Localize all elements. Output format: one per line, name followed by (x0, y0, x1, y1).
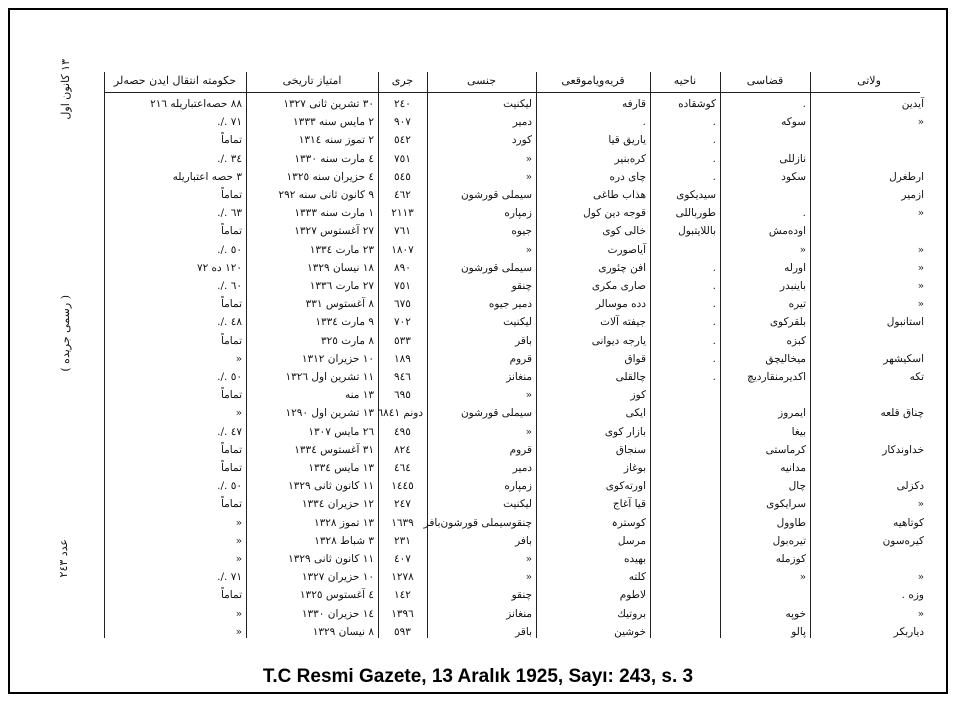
cell-vilayet: « (917, 298, 924, 311)
cell-kaza: . (802, 207, 806, 220)
cell-hisse: « (235, 625, 242, 638)
cell-hicri: ١٨٠٧ (391, 243, 414, 256)
cell-hisse: ٧١ ./. (217, 116, 242, 129)
cell-hicri: ٥٩٣ (394, 625, 411, 638)
cell-cins: جیوه (511, 225, 532, 238)
cell-nahiye: طورباللی (675, 207, 716, 220)
cell-nahiye (654, 405, 716, 422)
cell-nahiye (654, 424, 716, 441)
cell-karye: یارجه دیوانی (591, 334, 646, 347)
cell-hicri: ٤٩٥ (394, 425, 411, 438)
cell-karye: مرسل (617, 534, 646, 547)
header-kazasi: قضاسی (746, 74, 784, 87)
cell-cins: بافر (515, 534, 532, 547)
header-karye: قریه‌ویاموقعی (561, 74, 625, 87)
cell-karye: قیا آغاج (612, 498, 646, 511)
cell-nahiye (654, 460, 716, 477)
header-vilayeti: ولاتی (857, 74, 881, 87)
header-nahiye: ناحیه (673, 74, 697, 87)
cell-tarih: ٣٠ تشرین ثانی ١٣٢٧ (283, 98, 374, 110)
cell-kaza: سرایکوی (766, 498, 806, 511)
cell-hisse: ٨٨ حصه‌اعتباریله ٢١٦ (150, 98, 242, 110)
cell-kaza: سوکه (781, 116, 806, 129)
cell-hicri: ٧٥١ (394, 152, 411, 165)
cell-kaza: کوزمله (775, 553, 806, 565)
cell-vilayet: دیاربکر (893, 625, 924, 638)
cell-tarih: ١١ کانون ثانی ١٣٢٩ (288, 480, 374, 493)
cell-kaza (724, 132, 806, 149)
cell-hicri: ٥٤٢ (394, 134, 411, 147)
cell-hicri: ٤٦٢ (394, 189, 411, 201)
cell-kaza: کرماستی (765, 443, 806, 456)
cell-hisse: ٤٧ ./. (217, 425, 242, 438)
cell-nahiye (654, 496, 716, 513)
cell-kaza: تیره (788, 298, 806, 311)
cell-hisse: تماماً (220, 589, 242, 602)
cell-hisse: تماماً (220, 334, 242, 347)
cell-vilayet: آیدین (901, 98, 924, 110)
cell-cins: باقر (515, 334, 532, 347)
cell-kaza: تیره‌بول (772, 534, 806, 547)
cell-vilayet: ازمیر (901, 189, 924, 201)
cell-hisse: تماماً (220, 462, 242, 474)
cell-karye: افن چئوری (598, 261, 646, 274)
cell-kaza: بلقرکوی (769, 316, 806, 329)
cell-vilayet: کیرەسون (882, 534, 924, 547)
cell-hisse: تماماً (220, 298, 242, 311)
cell-hicri: ٨٩٠ (394, 261, 411, 274)
cell-hisse: ٥٠ ./. (217, 243, 242, 256)
cell-cins: سیملی قورشون (460, 189, 532, 201)
cell-karye: اورته‌کوی (605, 480, 646, 493)
cell-cins: سیملی قورشون (460, 407, 532, 420)
cell-tarih: ١٨ نیسان ١٣٢٩ (307, 261, 374, 274)
cell-karye: لاطوم (619, 589, 646, 602)
cell-kaza: اکدیرمنقاردیچ (747, 371, 806, 383)
cell-karye: قوجه دین کول (583, 207, 646, 220)
cell-karye: بازار کوی (604, 425, 646, 438)
cell-kaza: « (799, 571, 806, 584)
cell-cins: دمیر (512, 116, 532, 129)
cell-karye: هذاب طاغی (593, 189, 646, 201)
cell-karye: یاریق قیا (608, 134, 646, 147)
cell-hicri: ٧٥١ (394, 280, 411, 292)
cell-tarih: ٣ شباط ١٣٢٨ (314, 534, 374, 547)
cell-tarih: ١ مارت سنه ١٣٣٣ (294, 207, 374, 220)
cell-hisse: ٧١ ./. (217, 571, 242, 584)
cell-hisse: « (235, 352, 242, 365)
cell-cins: « (525, 425, 532, 438)
document-frame (8, 8, 948, 694)
cell-vilayet: خداوندکار (882, 443, 924, 456)
cell-tarih: ٢٦ مایس ١٣٠٧ (308, 425, 374, 438)
cell-karye: کوز (630, 389, 646, 402)
cell-karye: بروتیك (617, 607, 646, 620)
cell-tarih: ٨ نیسان ١٣٢٩ (312, 625, 374, 638)
cell-cins: « (525, 170, 532, 183)
cell-hicri: ٧٦١ (394, 225, 411, 238)
cell-nahiye: . (712, 334, 716, 347)
cell-cins: لیکنیت (503, 98, 532, 110)
gazette-table-scan (40, 36, 930, 656)
cell-tarih: ٩ مارت ١٣٣٤ (315, 316, 374, 329)
cell-tarih: ٢٧ آغستوس ١٣٢٧ (294, 225, 374, 238)
cell-karye: بهیده (624, 553, 646, 565)
cell-cins: منغانز (506, 607, 532, 620)
cell-vilayet: دکزلی (896, 480, 924, 493)
cell-cins: سیملی قورشون (460, 261, 532, 274)
cell-cins: چنقو (511, 589, 532, 602)
cell-tarih: ٢٧ مارت ١٣٣٦ (309, 280, 374, 292)
cell-vilayet (814, 223, 924, 240)
cell-kaza: اودەمش (768, 225, 806, 238)
cell-hicri: ٥٤٥ (394, 170, 411, 183)
cell-cins: « (525, 571, 532, 584)
cell-hicri: ٦٧٥ (394, 298, 411, 311)
cell-nahiye (654, 551, 716, 568)
cell-hicri: ٨٢٤ (394, 443, 411, 456)
cell-hisse: ٣ حصه اعتباریله (172, 170, 242, 183)
cell-vilayet: « (917, 280, 924, 292)
header-hicri: جری (391, 74, 414, 87)
caption: T.C Resmi Gazete, 13 Aralık 1925, Sayı: 243, s. 3 (262, 666, 694, 687)
cell-hicri: ٤٠٧ (394, 553, 411, 565)
cell-vilayet (814, 460, 924, 477)
cell-cins: چنقو (511, 280, 532, 292)
cell-nahiye (654, 569, 716, 586)
cell-vilayet (814, 132, 924, 149)
cell-cins: « (525, 243, 532, 256)
cell-vilayet: « (917, 243, 924, 256)
cell-vilayet: « (917, 607, 924, 620)
cell-nahiye (654, 533, 716, 550)
cell-cins: چنقوسیملی قورشون‌بافر (423, 516, 532, 529)
cell-hicri: ٢٤٧ (394, 498, 411, 511)
cell-karye: سنجاق (615, 443, 646, 456)
cell-cins: باقر (515, 625, 532, 638)
cell-tarih: ٤ آغستوس ١٣٢٥ (299, 589, 374, 602)
cell-nahiye (654, 442, 716, 459)
cell-hicri: دونم ٦٨٤١ (377, 407, 423, 420)
cell-vilayet: « (917, 498, 924, 511)
cell-nahiye (654, 515, 716, 532)
cell-hisse: ٦٠ ./. (217, 280, 242, 292)
cell-vilayet: تکه (909, 371, 924, 383)
cell-tarih: ١١ تشرین اول ١٣٢٦ (285, 371, 374, 383)
cell-hicri: ٩٠٧ (394, 116, 411, 129)
cell-hisse: تماماً (220, 498, 242, 511)
cell-cins: « (525, 553, 532, 565)
cell-hicri: ١٨٩ (394, 352, 411, 365)
margin-date: ١٣ كانون اول (59, 59, 72, 120)
cell-tarih: ١٠ حزیران ١٣١٢ (301, 352, 374, 365)
cell-cins: لیکنیت (503, 316, 532, 329)
cell-hicri: ٩٤٦ (394, 371, 411, 383)
cell-cins: کورد (511, 134, 532, 147)
cell-tarih: ٨ آغستوس ٣٣١ (305, 298, 374, 311)
cell-kaza (724, 387, 806, 404)
cell-karye: قارفه (622, 98, 646, 110)
cell-kaza (724, 587, 806, 604)
cell-karye: صاری مکری (591, 280, 646, 292)
cell-vilayet (814, 424, 924, 441)
cell-tarih: ٢ تموز سنه ١٣١٤ (298, 134, 374, 147)
cell-nahiye: . (712, 261, 716, 274)
cell-kaza: باینبدر (780, 280, 806, 292)
cell-vilayet (814, 333, 924, 350)
cell-hisse: تماماً (220, 134, 242, 147)
cell-cins: دمیر جیوه (488, 298, 532, 311)
cell-hisse: تماماً (220, 389, 242, 402)
cell-hisse: ١٢٠ ده ٧٢ (196, 261, 242, 274)
cell-hisse: « (235, 607, 242, 620)
header-cinsi: جنسی (466, 74, 497, 87)
cell-cins: قروم (509, 352, 532, 365)
cell-kaza: چال (788, 480, 806, 493)
cell-kaza: سکود (781, 170, 806, 183)
cell-tarih: ١٣ تموز ١٣٢٨ (313, 516, 374, 529)
cell-hisse: تماماً (220, 189, 242, 201)
cell-hicri: ٢٤٠ (394, 98, 411, 110)
cell-vilayet: « (917, 116, 924, 129)
cell-cins: دمیر (512, 462, 532, 474)
cell-karye: قواق (624, 352, 646, 365)
cell-hicri: ٢٣١ (394, 534, 411, 547)
cell-hisse: ٤٨ ./. (217, 316, 242, 329)
cell-hicri: ٦٩٥ (394, 389, 411, 402)
cell-nahiye (654, 606, 716, 623)
cell-karye: بوغاز (623, 462, 646, 474)
cell-vilayet: « (917, 261, 924, 274)
cell-vilayet: استانبول (886, 316, 924, 329)
cell-hisse: ٥٠ ./. (217, 480, 242, 493)
cell-hicri: ٢١١٣ (391, 207, 414, 220)
cell-hisse: « (235, 407, 242, 420)
cell-kaza: خوپه (785, 607, 806, 620)
cell-tarih: ٢٣ مارت ١٣٣٤ (309, 243, 374, 256)
cell-nahiye (654, 624, 716, 641)
cell-hicri: ٥٣٣ (394, 334, 411, 347)
cell-hisse: تماماً (220, 225, 242, 238)
cell-vilayet (814, 551, 924, 568)
cell-vilayet: کوتاهیه (893, 516, 924, 529)
cell-hisse: تماماً (220, 443, 242, 456)
cell-hicri: ٧٠٢ (394, 316, 411, 329)
cell-vilayet: « (917, 571, 924, 584)
cell-kaza: نازللی (779, 152, 806, 165)
cell-nahiye: . (712, 170, 716, 183)
cell-nahiye: . (712, 316, 716, 329)
cell-cins: لیکنیت (503, 498, 532, 511)
cell-cins: قروم (509, 443, 532, 456)
cell-tarih: ٨ مارت ٣٢٥ (320, 334, 374, 347)
cell-karye: چای دره (609, 170, 646, 183)
cell-kaza: طاوول (776, 516, 806, 529)
cell-hisse: ٥٠ ./. (217, 371, 242, 383)
cell-karye: خوشین (614, 625, 646, 638)
cell-karye: کلته (628, 571, 646, 584)
cell-cins: منغانز (506, 371, 532, 383)
cell-hicri: ١٢٧٨ (391, 571, 414, 584)
cell-vilayet: اسکیشهر (883, 352, 924, 365)
cell-vilayet: وزه . (901, 589, 924, 602)
cell-nahiye (654, 242, 716, 259)
cell-kaza: میخالیچق (765, 352, 806, 365)
cell-nahiye: . (712, 280, 716, 292)
cell-kaza (724, 187, 806, 204)
cell-karye: کره‌بنیر (614, 152, 646, 165)
cell-tarih: ١٤ حزیران ١٣٣٠ (301, 607, 374, 620)
cell-nahiye: . (712, 298, 716, 311)
cell-hicri: ١٤٤٥ (391, 480, 414, 493)
cell-kaza: . (802, 98, 806, 110)
cell-tarih: ١١ کانون ثانی ١٣٢٩ (288, 553, 374, 565)
cell-hicri: ٤٦٤ (394, 462, 411, 474)
cell-tarih: ٤ حزیران سنه ١٣٢٥ (286, 170, 374, 183)
cell-hicri: ١٤٢ (394, 589, 411, 602)
cell-cins: « (525, 389, 532, 402)
cell-tarih: ٤ مارت سنه ١٣٣٠ (294, 152, 374, 165)
cell-tarih: ٩ کانون ثانی سنه ٢٩٢ (278, 189, 374, 201)
cell-vilayet (814, 151, 924, 168)
cell-tarih: ١٠ حزیران ١٣٢٧ (301, 571, 374, 584)
cell-tarih: ١٣ تشرین اول ١٢٩٠ (285, 407, 374, 420)
cell-karye: خالی کوی (602, 225, 646, 238)
cell-tarih: ١٣ مایس ١٣٣٤ (308, 462, 374, 474)
cell-nahiye: باللایتبول (678, 225, 716, 238)
cell-tarih: ١٣ منه (344, 389, 374, 402)
cell-nahiye (654, 387, 716, 404)
cell-vilayet: « (917, 207, 924, 220)
cell-nahiye (654, 587, 716, 604)
cell-kaza: پالو (791, 625, 806, 638)
cell-kaza: اورله (784, 261, 806, 274)
cell-cins: زمپاره (504, 207, 532, 220)
margin-title: ( رسمی جریده ) (59, 295, 72, 372)
cell-karye: آیاصورت (607, 243, 646, 256)
cell-hicri: ١٦٣٩ (391, 516, 414, 529)
cell-nahiye (654, 478, 716, 495)
cell-hisse: « (235, 516, 242, 529)
cell-kaza: کبزه (786, 334, 806, 347)
cell-vilayet: ارطغرل (889, 170, 924, 183)
header-hukumet: حکومته انتقال ایدن حصه‌لر (113, 74, 237, 87)
cell-vilayet (814, 387, 924, 404)
cell-tarih: ٣١ آغستوس ١٣٣٤ (294, 443, 374, 456)
cell-nahiye: . (712, 152, 716, 165)
cell-nahiye: . (712, 371, 716, 383)
cell-karye: چالقلی (615, 371, 646, 383)
cell-karye: کوسترہ (611, 516, 646, 529)
cell-karye: ایکی (625, 407, 646, 420)
cell-nahiye: . (712, 116, 716, 129)
cell-tarih: ٢ مایس سنه ١٣٣٣ (293, 116, 374, 129)
cell-cins: زمپاره (504, 480, 532, 493)
cell-nahiye: . (712, 352, 716, 365)
cell-karye: جیفته آلات (600, 316, 646, 329)
cell-karye: . (642, 116, 646, 129)
header-imtiyaz: امتیاز تاریخی (282, 74, 342, 87)
cell-hisse: « (235, 553, 242, 565)
cell-nahiye: سیدیکوی (676, 189, 716, 201)
cell-nahiye: . (712, 134, 716, 147)
cell-nahiye: کوشقاده (678, 98, 716, 110)
cell-vilayet: چناق قلعه (880, 407, 924, 420)
cell-hisse: « (235, 534, 242, 547)
cell-hicri: ١٣٩٦ (391, 607, 414, 620)
cell-kaza: ایمروز (778, 407, 806, 420)
margin-issue: عدد ٢٤٣ (57, 539, 70, 578)
cell-hisse: ٦٣ ./. (217, 207, 242, 220)
cell-hisse: ٣٤ ./. (217, 152, 242, 165)
cell-cins: « (525, 152, 532, 165)
cell-kaza: « (799, 243, 806, 256)
cell-kaza: بیغا (791, 425, 806, 438)
cell-kaza: مدانیه (780, 462, 806, 474)
cell-tarih: ١٢ حزیران ١٣٣٤ (301, 498, 374, 511)
cell-karye: دده موسالر (595, 298, 646, 311)
